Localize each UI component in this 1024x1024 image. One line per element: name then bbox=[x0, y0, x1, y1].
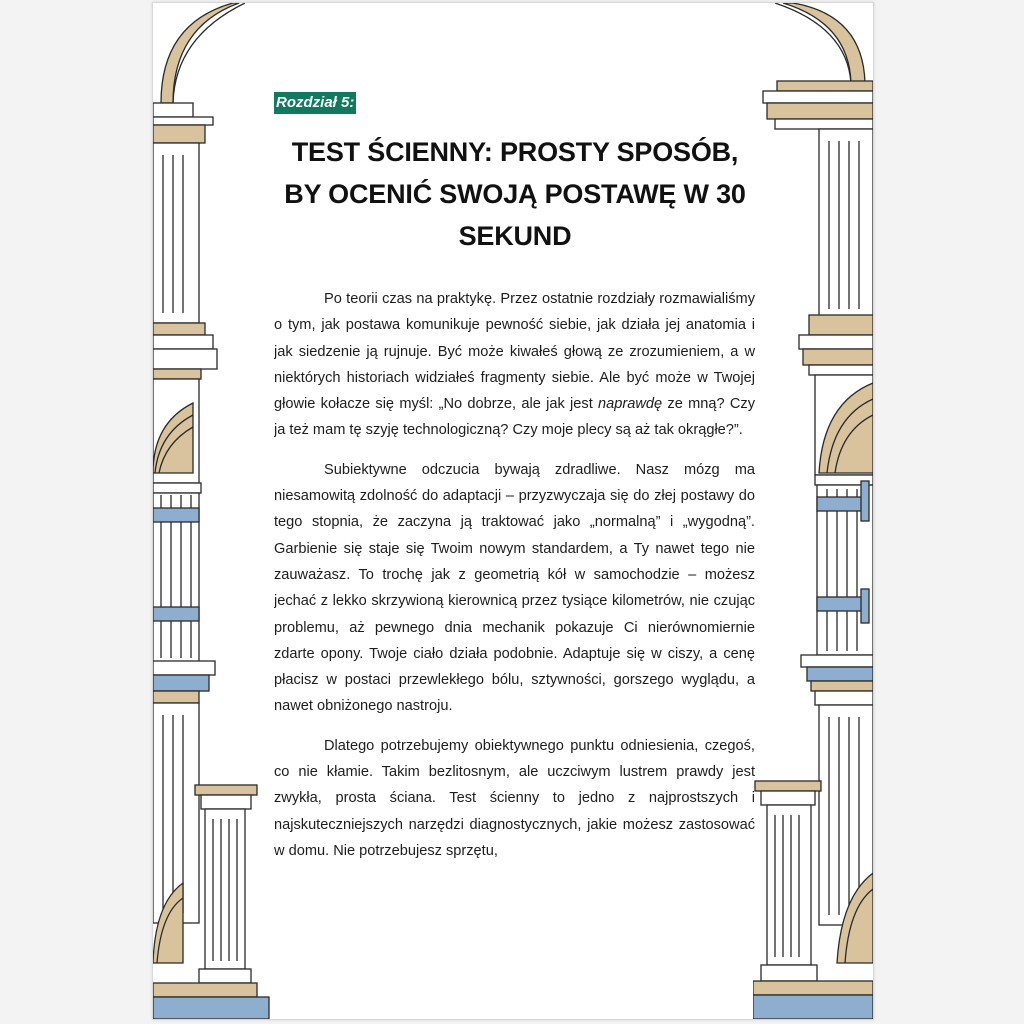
body-text bbox=[274, 286, 755, 898]
paragraph-1-emphasis: naprawdę bbox=[598, 396, 663, 413]
left-column-illustration bbox=[153, 3, 273, 1019]
paragraph-1 bbox=[274, 286, 755, 444]
right-column-illustration bbox=[753, 3, 873, 1019]
chapter-title: TEST ŚCIENNY: PROSTY SPOSÓB, BY OCENIĆ SWOJĄ POSTAWĘ W 30 SEKUND bbox=[284, 137, 746, 251]
paragraph-1-after: ze mną? Czy ja też mam tę szyję technologiczną? Czy moje plecy są aż tak okrągłe?”. bbox=[274, 396, 755, 439]
document-page bbox=[152, 2, 874, 1020]
paragraph-1-before: Po teorii czas na praktykę. Przez ostatnie rozdziały rozmawialiśmy o tym, jak postawa komunikuje pewność siebie, jak działa jej anatomia i jak siedzenie ją rujnuje. Być może kiwałeś głową ze zrozumieniem, a w niektórych historiach widziałeś fragmenty siebie. Ale być może w Twojej głowie kołacze się myśl: „No dobrze, ale jak jest bbox=[274, 291, 755, 413]
paragraph-2: Subiektywne odczucia bywają zdradliwe. Nasz mózg ma niesamowitą zdolność do adaptacji – przyzwyczaja się do złej postawy do tego stopnia, że zaczyna ją traktować jako „normalną” i „wygodną”. Garbienie się staje się Twoim nowym standardem, a Ty nawet tego nie zauważasz. To trochę jak z geometrią kół w samochodzie – możesz jechać z lekko skrzywioną kierownicą przez tysiące kilometrów, nie czując problemu, aż pewnego dnia mechanik pokazuje Ci nierównomiernie zdarte opony. Twoje ciało działa podobnie. Adaptuje się w ciszy, a cenę płacisz w postaci przewlekłego bólu, sztywności, gorszego wyglądu, a nawet obniżonego nastroju. bbox=[274, 461, 755, 715]
paragraph-3: Dlatego potrzebujemy obiektywnego punktu odniesienia, czegoś, co nie kłamie. Takim bezlitosnym, ale uczciwym lustrem prawdy jest zwykła, prosta ściana. Test ścienny to jedno z najprostszych i najskuteczniejszych narzędzi diagnostycznych, jakie możesz zastosować w domu. Nie potrzebujesz sprzętu, bbox=[274, 737, 755, 859]
chapter-label: Rozdział 5: bbox=[274, 92, 356, 114]
